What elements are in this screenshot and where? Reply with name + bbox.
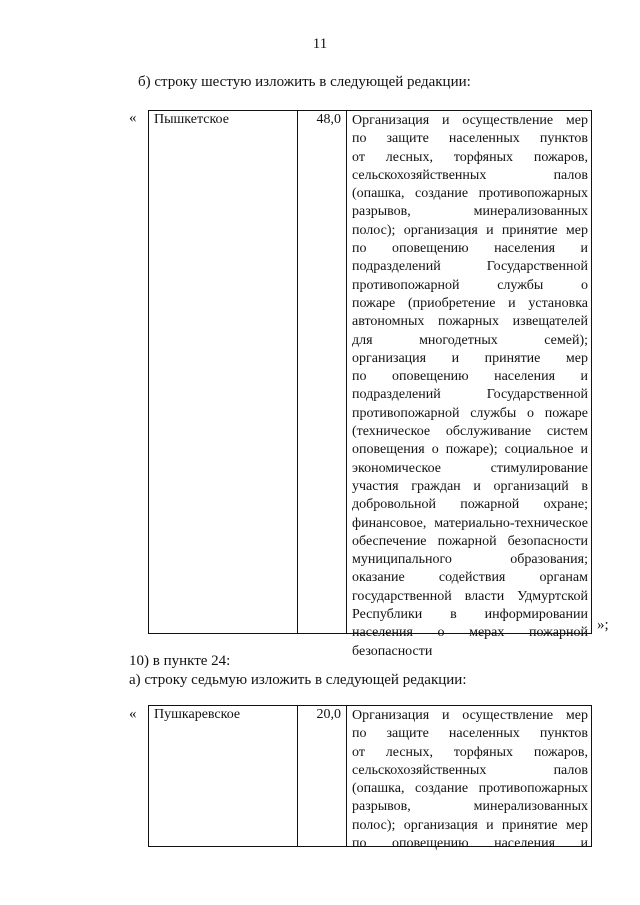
open-quote-1: « xyxy=(129,110,137,126)
text-line: противопожарной службы о пожаре xyxy=(352,405,588,421)
municipality-name: Пышкетское xyxy=(154,112,229,127)
column-divider xyxy=(297,706,298,846)
text-line: обеспечение пожарной безопасности xyxy=(352,533,588,549)
text-line: противопожарной службы о xyxy=(352,277,588,293)
heading-row-seven: а) строку седьмую изложить в следующей редакции: xyxy=(129,672,467,688)
text-line: Организация и осуществление мер xyxy=(352,113,588,128)
text-line: (опашка, создание противопожарных xyxy=(352,781,588,797)
text-line: добровольной пожарной охране; xyxy=(352,497,588,513)
amount-value: 20,0 xyxy=(316,707,341,722)
measures-text xyxy=(352,707,588,853)
text-line: финансовое, материально-техническое xyxy=(352,515,588,531)
open-quote-2: « xyxy=(129,706,137,722)
page-number: 11 xyxy=(312,36,328,52)
column-divider xyxy=(297,111,298,633)
column-divider xyxy=(346,111,347,633)
text-line: полос); организация и принятие мер xyxy=(352,817,588,833)
text-line: населения о мерах пожарной xyxy=(352,625,588,641)
text-line: оповещения о пожаре); социальное и xyxy=(352,442,588,458)
text-line: по оповещению населения и xyxy=(352,241,588,257)
text-line: пожаре (приобретение и установка xyxy=(352,295,588,311)
text-line: разрывов, минерализованных xyxy=(352,204,588,220)
text-line: автономных пожарных извещателей xyxy=(352,314,588,330)
text-line: по защите населенных пунктов xyxy=(352,726,588,742)
text-line: участия граждан и организаций в xyxy=(352,478,588,494)
text-line: (опашка, создание противопожарных xyxy=(352,186,588,202)
text-line: подразделений Государственной xyxy=(352,259,588,275)
measures-text xyxy=(352,112,588,661)
column-divider xyxy=(346,706,347,846)
text-line: безопасности xyxy=(352,643,433,659)
text-line: для многодетных семей); xyxy=(352,332,588,348)
text-line: сельскохозяйственных палов xyxy=(352,167,588,183)
close-quote: »; xyxy=(597,617,609,633)
heading-row-six: б) строку шестую изложить в следующей редакции: xyxy=(138,74,471,90)
text-line: от лесных, торфяных пожаров, xyxy=(352,149,588,165)
text-line: государственной власти Удмуртской xyxy=(352,588,588,604)
text-line: Республики в информировании xyxy=(352,607,588,623)
text-line: полос); организация и принятие мер xyxy=(352,222,588,238)
text-line: экономическое стимулирование xyxy=(352,460,588,476)
text-line: разрывов, минерализованных xyxy=(352,799,588,815)
text-line: по оповещению населения и xyxy=(352,836,588,852)
text-line: подразделений Государственной xyxy=(352,387,588,403)
text-line: (техническое обслуживание систем xyxy=(352,424,588,440)
text-line: сельскохозяйственных палов xyxy=(352,762,588,778)
text-line: оказание содействия органам xyxy=(352,570,588,586)
table-row-pyshketskoe xyxy=(148,110,592,659)
text-line: по оповещению населения и xyxy=(352,369,588,385)
municipality-name: Пушкаревское xyxy=(154,707,241,722)
heading-item-24: 10) в пункте 24: xyxy=(129,653,231,669)
text-line: от лесных, торфяных пожаров, xyxy=(352,744,588,760)
amount-value: 48,0 xyxy=(316,112,341,127)
text-line: по защите населенных пунктов xyxy=(352,131,588,147)
text-line: Организация и осуществление мер xyxy=(352,708,588,723)
text-line: муниципального образования; xyxy=(352,552,588,568)
text-line: организация и принятие мер xyxy=(352,350,588,366)
table-row-pushkarevskoe xyxy=(148,705,592,852)
